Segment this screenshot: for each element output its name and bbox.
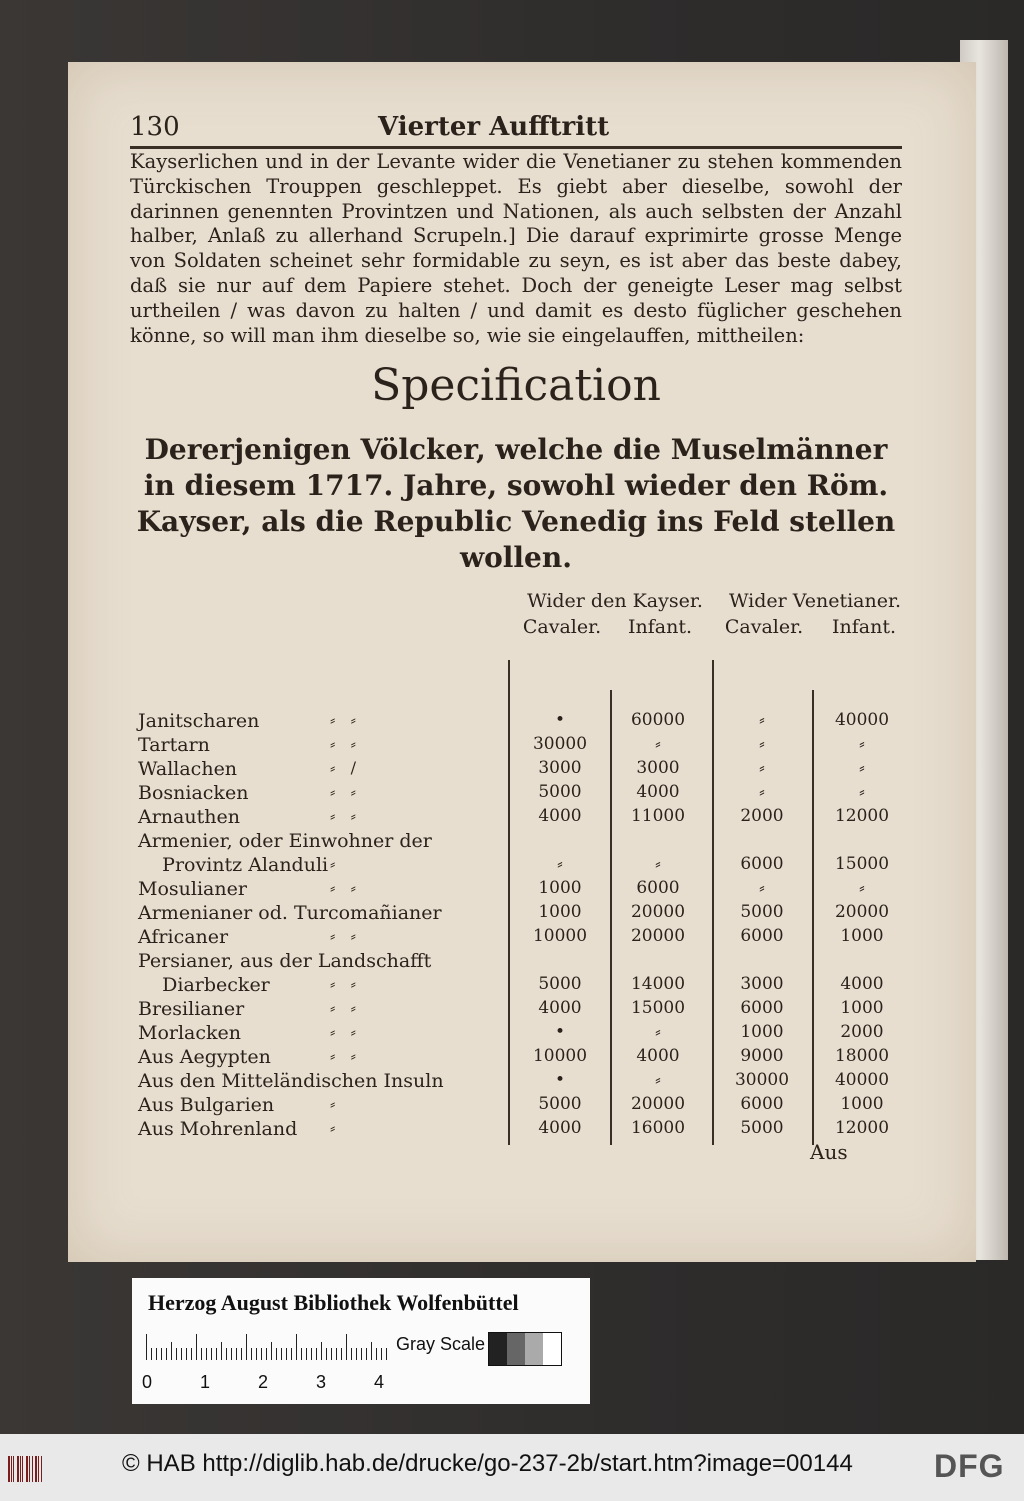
- scale-tick: [366, 1348, 367, 1360]
- table-cell: 5000: [538, 1094, 582, 1114]
- barcode-stripe: [13, 1456, 14, 1482]
- table-cell: ⸗: [859, 758, 865, 778]
- row-ditto-marks: ⸗: [330, 1118, 336, 1137]
- scale-tick: [251, 1348, 252, 1360]
- table-cell: 10000: [532, 926, 588, 946]
- table-cell: 4000: [538, 1118, 582, 1138]
- table-cell: 20000: [834, 902, 890, 922]
- table-cell: 12000: [834, 1118, 890, 1138]
- scale-tick: [326, 1348, 327, 1360]
- table-row: [130, 974, 910, 998]
- scale-tick: [336, 1348, 337, 1360]
- row-label: Armenier, oder Einwohner der: [138, 830, 432, 852]
- table-cell: 15000: [630, 998, 686, 1018]
- table-row: [130, 806, 910, 830]
- table-cell: ⸗: [759, 758, 765, 778]
- table-cell: 10000: [532, 1046, 588, 1066]
- table-cell: 6000: [740, 854, 784, 874]
- scale-tick: [186, 1348, 187, 1360]
- row-ditto-marks: ⸗ ⸗: [330, 734, 356, 753]
- col-header-cavaler-2: Cavaler.: [724, 616, 804, 638]
- scale-tick: [226, 1348, 227, 1360]
- table-cell: 11000: [630, 806, 686, 826]
- table-cell: 2000: [840, 1022, 884, 1042]
- table-cell: 5000: [538, 782, 582, 802]
- body-paragraph-text: Kayserlichen und in der Levante wider die Venetianer zu stehen kommenden Türckischen Trouppen geschleppet. Es giebt aber dieselbe, sowohl der darinnen genennten Provintzen und Nationen, als auch selbsten der Anzahl halber, Anlaß zu allerhand Scrupeln.] Die darauf exprimirte grosse Menge von Soldaten scheinet sehr formidable zu seyn, es ist aber das beste dabey, daß sie nur auf dem Papiere stehet. Doch der geneigte Leser mag selbst urtheilen / was davon zu halten / und damit es desto füglicher geschehen könne, so will man ihm dieselbe so, wie sie eingelauffen, mittheilen:: [130, 150, 902, 347]
- page-number: 130: [130, 112, 180, 142]
- scale-tick: [246, 1334, 247, 1360]
- row-ditto-marks: ⸗ ⸗: [330, 974, 356, 993]
- running-title: Vierter Aufftritt: [378, 112, 610, 142]
- table-cell: ⸗: [859, 782, 865, 802]
- table-cell: 16000: [630, 1118, 686, 1138]
- specification-heading: Specification: [371, 360, 661, 411]
- scale-tick: [156, 1348, 157, 1360]
- row-ditto-marks: ⸗ ⸗: [330, 710, 356, 729]
- row-label: Arnauthen: [138, 806, 240, 828]
- table-cell: 4000: [840, 974, 884, 994]
- table-cell: ⸗: [759, 710, 765, 730]
- row-ditto-marks: ⸗ /: [330, 758, 356, 777]
- scale-tick: [271, 1342, 272, 1360]
- scale-tick: [281, 1348, 282, 1360]
- header-rule: [130, 146, 902, 149]
- table-cell: 1000: [538, 878, 582, 898]
- library-name: Herzog August Bibliothek Wolfenbüttel: [148, 1290, 519, 1315]
- barcode-stripe: [29, 1456, 30, 1482]
- table-cell: 40000: [834, 1070, 890, 1090]
- scale-number: 2: [258, 1372, 269, 1392]
- table-row: [130, 998, 910, 1022]
- scale-tick: [356, 1348, 357, 1360]
- table-cell: ⸗: [557, 854, 563, 874]
- table-cell: 20000: [630, 926, 686, 946]
- table-row: [130, 758, 910, 782]
- scale-tick: [306, 1348, 307, 1360]
- row-label: Tartarn: [138, 734, 210, 756]
- row-ditto-marks: ⸗ ⸗: [330, 1046, 356, 1065]
- table-cell: •: [554, 710, 566, 730]
- table-cell: ⸗: [655, 1022, 661, 1042]
- table-cell: 6000: [740, 926, 784, 946]
- table-cell: 12000: [834, 806, 890, 826]
- row-label: Armenianer od. Turcomañianer: [138, 902, 442, 924]
- scale-tick: [191, 1348, 192, 1360]
- scale-number: 3: [316, 1372, 327, 1392]
- barcode-stripe: [20, 1456, 21, 1482]
- table-row: [130, 1022, 910, 1046]
- table-cell: 4000: [636, 1046, 680, 1066]
- scale-tick: [161, 1348, 162, 1360]
- table-cell: •: [554, 1070, 566, 1090]
- row-label: Aus Mohrenland: [138, 1118, 298, 1140]
- scale-number: 0: [142, 1372, 153, 1392]
- scale-tick: [341, 1348, 342, 1360]
- table-cell: 3000: [636, 758, 680, 778]
- table-cell: 1000: [840, 926, 884, 946]
- table-cell: 40000: [834, 710, 890, 730]
- table-cell: ⸗: [759, 782, 765, 802]
- scale-tick: [151, 1348, 152, 1360]
- catchword: Aus: [810, 1140, 848, 1164]
- scale-tick: [196, 1334, 197, 1360]
- footer-bar: [0, 1434, 1024, 1501]
- row-label: Persianer, aus der Landschafft: [138, 950, 432, 972]
- row-label: Bresilianer: [138, 998, 245, 1020]
- table-cell: 15000: [834, 854, 890, 874]
- barcode-stripe: [26, 1456, 28, 1482]
- table-cell: 20000: [630, 902, 686, 922]
- row-ditto-marks: ⸗: [330, 854, 336, 873]
- barcode-stripe: [17, 1456, 19, 1482]
- row-label: Wallachen: [138, 758, 238, 780]
- scale-tick: [376, 1348, 377, 1360]
- barcode-stripe: [32, 1456, 33, 1482]
- table-cell: 6000: [740, 998, 784, 1018]
- table-cell: 9000: [740, 1046, 784, 1066]
- swatch-dark: [507, 1333, 525, 1365]
- barcode-stripe: [8, 1456, 10, 1482]
- table-row: [130, 878, 910, 902]
- scale-tick: [216, 1348, 217, 1360]
- scale-tick: [206, 1348, 207, 1360]
- scale-tick: [386, 1348, 387, 1360]
- table-row: [130, 782, 910, 806]
- col-header-cavaler-1: Cavaler.: [522, 616, 602, 638]
- table-cell: ⸗: [859, 878, 865, 898]
- table-cell: 5000: [538, 974, 582, 994]
- row-ditto-marks: ⸗ ⸗: [330, 782, 356, 801]
- row-ditto-marks: ⸗ ⸗: [330, 1022, 356, 1041]
- scale-tick: [146, 1334, 147, 1360]
- scale-tick: [381, 1348, 382, 1360]
- gray-scale-label: Gray Scale: [396, 1334, 486, 1354]
- barcode-stripe: [22, 1456, 23, 1482]
- table-cell: 1000: [840, 998, 884, 1018]
- table-row: [130, 1094, 910, 1118]
- dfg-logo: DFG: [934, 1448, 1005, 1484]
- table-cell: 1000: [740, 1022, 784, 1042]
- row-ditto-marks: ⸗ ⸗: [330, 926, 356, 945]
- row-label: Janitscharen: [138, 710, 260, 732]
- table-cell: 4000: [636, 782, 680, 802]
- table-cell: 1000: [840, 1094, 884, 1114]
- row-ditto-marks: ⸗: [330, 1094, 336, 1113]
- cm-scale: [146, 1334, 386, 1360]
- row-label: Bosniacken: [138, 782, 249, 804]
- row-label: Africaner: [138, 926, 229, 948]
- table-row: [130, 950, 910, 974]
- scale-tick: [171, 1342, 172, 1360]
- scale-number: 4: [374, 1372, 385, 1392]
- col-header-infant-2: Infant.: [831, 616, 896, 638]
- scale-tick: [331, 1348, 332, 1360]
- table-row: [130, 710, 910, 734]
- scale-tick: [316, 1348, 317, 1360]
- table-cell: ⸗: [759, 878, 765, 898]
- table-row: [130, 830, 910, 854]
- table-cell: 30000: [532, 734, 588, 754]
- scale-tick: [286, 1348, 287, 1360]
- table-cell: 2000: [740, 806, 784, 826]
- color-ruler-card: [132, 1278, 590, 1404]
- scale-tick: [261, 1348, 262, 1360]
- table-row: [130, 854, 910, 878]
- row-ditto-marks: ⸗ ⸗: [330, 878, 356, 897]
- scale-tick: [311, 1348, 312, 1360]
- swatch-black: [489, 1333, 507, 1365]
- row-label: Aus Aegypten: [138, 1046, 271, 1068]
- row-label: Provintz Alanduli: [138, 854, 329, 876]
- scale-tick: [321, 1342, 322, 1360]
- barcode-icon: [8, 1456, 46, 1482]
- scale-tick: [181, 1348, 182, 1360]
- table-cell: 4000: [538, 806, 582, 826]
- copyright-text[interactable]: © HAB http://diglib.hab.de/drucke/go-237-2b/start.htm?image=00144: [122, 1450, 853, 1477]
- scale-tick: [266, 1348, 267, 1360]
- gray-scale-swatches: [488, 1332, 562, 1366]
- row-ditto-marks: ⸗ ⸗: [330, 806, 356, 825]
- scale-tick: [296, 1334, 297, 1360]
- scale-tick: [236, 1348, 237, 1360]
- scale-tick: [256, 1348, 257, 1360]
- scale-tick: [346, 1334, 347, 1360]
- scale-tick: [231, 1348, 232, 1360]
- table-row: [130, 734, 910, 758]
- swatch-white: [543, 1333, 561, 1365]
- table-row: [130, 1118, 910, 1142]
- barcode-stripe: [41, 1456, 42, 1482]
- table-row: [130, 902, 910, 926]
- scale-tick: [276, 1348, 277, 1360]
- table-cell: ⸗: [759, 734, 765, 754]
- row-label: Aus den Mitteländischen Insuln: [138, 1070, 444, 1092]
- table-cell: 14000: [630, 974, 686, 994]
- row-label: Aus Bulgarien: [138, 1094, 275, 1116]
- row-label: Morlacken: [138, 1022, 242, 1044]
- scale-tick: [166, 1348, 167, 1360]
- scale-tick: [211, 1348, 212, 1360]
- table-cell: 6000: [740, 1094, 784, 1114]
- table-cell: ⸗: [859, 734, 865, 754]
- barcode-stripe: [38, 1456, 39, 1482]
- table-row: [130, 1046, 910, 1070]
- table-cell: 4000: [538, 998, 582, 1018]
- table-cell: •: [554, 1022, 566, 1042]
- row-label: Mosulianer: [138, 878, 247, 900]
- scale-tick: [176, 1348, 177, 1360]
- table-cell: 5000: [740, 902, 784, 922]
- group-header-kayser: Wider den Kayser.: [527, 590, 703, 612]
- table-cell: 3000: [538, 758, 582, 778]
- col-header-infant-1: Infant.: [627, 616, 692, 638]
- body-paragraph: [130, 150, 902, 348]
- scale-tick: [301, 1348, 302, 1360]
- group-header-venetianer: Wider Venetianer.: [728, 590, 902, 612]
- table-cell: ⸗: [655, 854, 661, 874]
- table-cell: 6000: [636, 878, 680, 898]
- row-ditto-marks: ⸗ ⸗: [330, 998, 356, 1017]
- scale-tick: [221, 1342, 222, 1360]
- table-cell: 60000: [630, 710, 686, 730]
- scale-tick: [201, 1348, 202, 1360]
- barcode-stripe: [35, 1456, 37, 1482]
- scale-tick: [291, 1348, 292, 1360]
- scale-tick: [371, 1342, 372, 1360]
- table-cell: ⸗: [655, 734, 661, 754]
- specification-subheading: Dererjenigen Völcker, welche die Muselmänner in diesem 1717. Jahre, sowohl wieder den Röm. Kayser, als die Republic Venedig ins Feld stellen wollen.: [136, 433, 896, 574]
- scale-number: 1: [200, 1372, 211, 1392]
- table-row: [130, 1070, 910, 1094]
- scale-tick: [241, 1348, 242, 1360]
- row-label: Diarbecker: [138, 974, 270, 996]
- table-cell: 1000: [538, 902, 582, 922]
- table-cell: 5000: [740, 1118, 784, 1138]
- scale-tick: [361, 1348, 362, 1360]
- table-cell: 30000: [734, 1070, 790, 1090]
- barcode-stripe: [11, 1456, 12, 1482]
- table-cell: 18000: [834, 1046, 890, 1066]
- table-cell: 20000: [630, 1094, 686, 1114]
- scale-tick: [351, 1348, 352, 1360]
- table-row: [130, 926, 910, 950]
- table-cell: ⸗: [655, 1070, 661, 1090]
- swatch-light: [525, 1333, 543, 1365]
- table-cell: 3000: [740, 974, 784, 994]
